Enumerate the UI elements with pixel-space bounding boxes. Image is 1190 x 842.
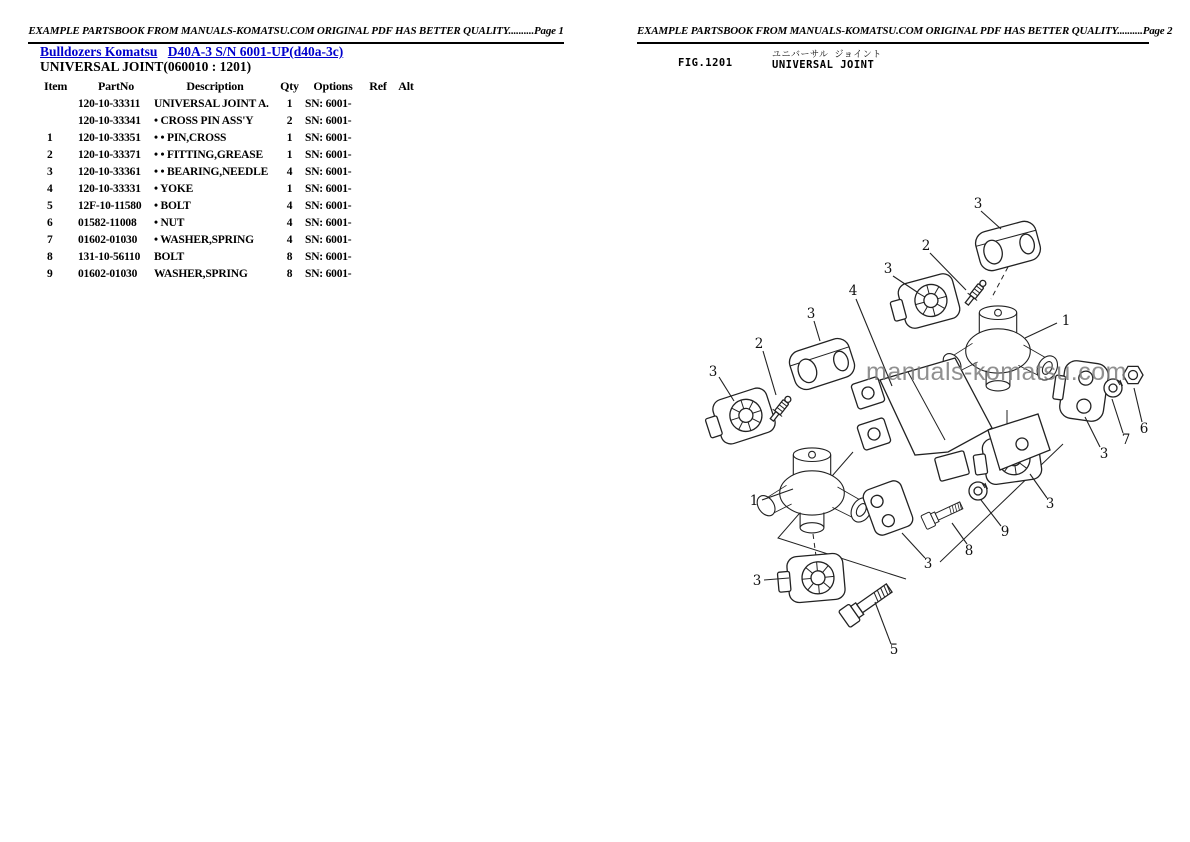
cell-desc: BOLT bbox=[154, 250, 185, 263]
cell-qty: 1 bbox=[286, 131, 293, 144]
cell-desc: • NUT bbox=[154, 216, 185, 229]
cell-qty: 2 bbox=[286, 114, 293, 127]
cell-desc: • WASHER,SPRING bbox=[154, 233, 254, 246]
needle-bearing-cap bbox=[886, 272, 962, 334]
cell-options: SN: 6001- bbox=[305, 250, 352, 263]
page2-header: EXAMPLE PARTSBOOK FROM MANUALS-KOMATSU.COM ORIGINAL PDF HAS BETTER QUALITY..........Page 2 bbox=[637, 25, 1149, 44]
column-header: Ref bbox=[369, 79, 387, 93]
callout-leader bbox=[902, 533, 925, 558]
callout-number: 1 bbox=[749, 493, 759, 509]
callout-leader bbox=[875, 602, 891, 644]
diagram-parts bbox=[701, 219, 1143, 628]
breadcrumb bbox=[40, 44, 350, 60]
cell-desc: • • BEARING,NEEDLE bbox=[154, 165, 269, 178]
callout-number: 9 bbox=[1000, 524, 1010, 540]
cell-part: 131-10-56110 bbox=[78, 250, 141, 263]
cell-qty: 1 bbox=[286, 97, 293, 110]
table-row bbox=[44, 197, 419, 214]
cell-options: SN: 6001- bbox=[305, 148, 352, 161]
figure-title-japanese: ユニバーサル ジョイント bbox=[772, 50, 882, 60]
cell-qty: 4 bbox=[286, 199, 293, 212]
cell-item: 7 bbox=[47, 233, 53, 246]
figure-number: FIG.1201 bbox=[678, 57, 733, 69]
table-row bbox=[44, 112, 419, 129]
callout-leader bbox=[952, 523, 967, 544]
parts-table-header bbox=[44, 78, 419, 95]
cell-item: 4 bbox=[47, 182, 53, 195]
cell-qty: 4 bbox=[286, 216, 293, 229]
grease-fitting bbox=[962, 277, 989, 307]
callout-number: 3 bbox=[923, 556, 933, 572]
cell-item: 5 bbox=[47, 199, 53, 212]
cell-options: SN: 6001- bbox=[305, 199, 352, 212]
cell-options: SN: 6001- bbox=[305, 131, 352, 144]
cell-item: 8 bbox=[47, 250, 53, 263]
cell-qty: 4 bbox=[286, 233, 293, 246]
cell-part: 01582-11008 bbox=[78, 216, 137, 229]
needle-bearing-cap bbox=[701, 385, 778, 449]
cell-part: 120-10-33361 bbox=[78, 165, 141, 178]
cell-item: 6 bbox=[47, 216, 53, 229]
callout-leader bbox=[981, 211, 1001, 229]
cell-item: 9 bbox=[47, 267, 53, 280]
callout-number: 7 bbox=[1121, 432, 1131, 448]
callout-leader bbox=[1030, 474, 1047, 498]
bearing-cap bbox=[973, 219, 1043, 274]
breadcrumb-link-category[interactable]: Bulldozers Komatsu bbox=[40, 44, 158, 59]
cell-part: 120-10-33311 bbox=[78, 97, 141, 110]
column-header: PartNo bbox=[97, 79, 135, 93]
spring-washer bbox=[969, 482, 988, 500]
table-row bbox=[44, 214, 419, 231]
column-header: Options bbox=[313, 79, 353, 93]
cell-part: 120-10-33331 bbox=[78, 182, 141, 195]
column-header: Qty bbox=[280, 79, 299, 93]
callout-number: 6 bbox=[1139, 421, 1149, 437]
table-row bbox=[44, 231, 419, 248]
bolt bbox=[838, 580, 895, 628]
cell-desc: • CROSS PIN ASS'Y bbox=[154, 114, 254, 127]
cell-item: 3 bbox=[47, 165, 53, 178]
cell-options: SN: 6001- bbox=[305, 165, 352, 178]
cell-part: 120-10-33371 bbox=[78, 148, 141, 161]
cell-part: 01602-01030 bbox=[78, 233, 138, 246]
cell-options: SN: 6001- bbox=[305, 233, 352, 246]
callout-leader bbox=[763, 351, 776, 395]
table-row bbox=[44, 146, 419, 163]
callout-number: 8 bbox=[964, 543, 974, 559]
callout-leader bbox=[1025, 323, 1057, 338]
yoke-cap bbox=[861, 479, 915, 538]
callout-number: 5 bbox=[889, 642, 899, 658]
table-row bbox=[44, 163, 419, 180]
cell-part: 01602-01030 bbox=[78, 267, 138, 280]
universal-joint-spider bbox=[753, 448, 875, 533]
callout-number: 3 bbox=[708, 364, 718, 380]
page1-header: EXAMPLE PARTSBOOK FROM MANUALS-KOMATSU.COM ORIGINAL PDF HAS BETTER QUALITY..........Page 1 bbox=[28, 25, 564, 44]
figure-title-english: UNIVERSAL JOINT bbox=[772, 59, 875, 71]
callout-number: 3 bbox=[973, 196, 983, 212]
cell-qty: 8 bbox=[286, 267, 293, 280]
callout-number: 4 bbox=[848, 283, 858, 299]
cell-options: SN: 6001- bbox=[305, 267, 352, 280]
callout-number: 3 bbox=[1099, 446, 1109, 462]
cell-options: SN: 6001- bbox=[305, 182, 352, 195]
table-row bbox=[44, 248, 419, 265]
table-row bbox=[44, 180, 419, 197]
cell-part: 120-10-33341 bbox=[78, 114, 141, 127]
bolt bbox=[921, 499, 965, 530]
callout-number: 3 bbox=[806, 306, 816, 322]
callout-leader bbox=[814, 321, 820, 341]
cell-desc: UNIVERSAL JOINT A. bbox=[154, 97, 269, 110]
callout-leader bbox=[981, 500, 1001, 526]
callout-number: 3 bbox=[1045, 496, 1055, 512]
cell-desc: WASHER,SPRING bbox=[154, 267, 248, 280]
column-header: Description bbox=[186, 79, 244, 93]
column-header: Item bbox=[44, 79, 68, 93]
page-title: UNIVERSAL JOINT(060010 : 1201) bbox=[40, 59, 252, 74]
callout-number: 1 bbox=[1061, 313, 1071, 329]
table-row bbox=[44, 95, 419, 112]
cell-options: SN: 6001- bbox=[305, 216, 352, 229]
cell-part: 120-10-33351 bbox=[78, 131, 141, 144]
table-row bbox=[44, 129, 419, 146]
cell-qty: 1 bbox=[286, 182, 293, 195]
cell-desc: • BOLT bbox=[154, 199, 191, 212]
callout-number: 3 bbox=[883, 261, 893, 277]
watermark-text: manuals-komatsu.com bbox=[866, 358, 1127, 386]
callout-number: 2 bbox=[921, 238, 931, 254]
cell-qty: 1 bbox=[286, 148, 293, 161]
breadcrumb-link-model[interactable]: D40A-3 S/N 6001-UP(d40a-3c) bbox=[167, 44, 344, 59]
column-header: Alt bbox=[398, 79, 414, 93]
cell-qty: 4 bbox=[286, 165, 293, 178]
cell-desc: • YOKE bbox=[154, 182, 194, 195]
cell-desc: • • FITTING,GREASE bbox=[154, 148, 263, 161]
cell-qty: 8 bbox=[286, 250, 293, 263]
parts-table-body bbox=[44, 95, 419, 282]
callout-number: 2 bbox=[754, 336, 764, 352]
callout-leader bbox=[1112, 399, 1123, 433]
cell-item: 1 bbox=[47, 131, 53, 144]
callout-number: 3 bbox=[752, 573, 762, 589]
cell-options: SN: 6001- bbox=[305, 114, 352, 127]
cell-desc: • • PIN,CROSS bbox=[154, 131, 227, 144]
callout-leader bbox=[1134, 388, 1142, 422]
cell-options: SN: 6001- bbox=[305, 97, 352, 110]
table-row bbox=[44, 265, 419, 282]
exploded-view-diagram bbox=[630, 140, 1190, 700]
cell-part: 12F-10-11580 bbox=[78, 199, 142, 212]
cell-item: 2 bbox=[47, 148, 53, 161]
bearing-cap bbox=[786, 335, 857, 392]
parts-table bbox=[44, 78, 419, 282]
